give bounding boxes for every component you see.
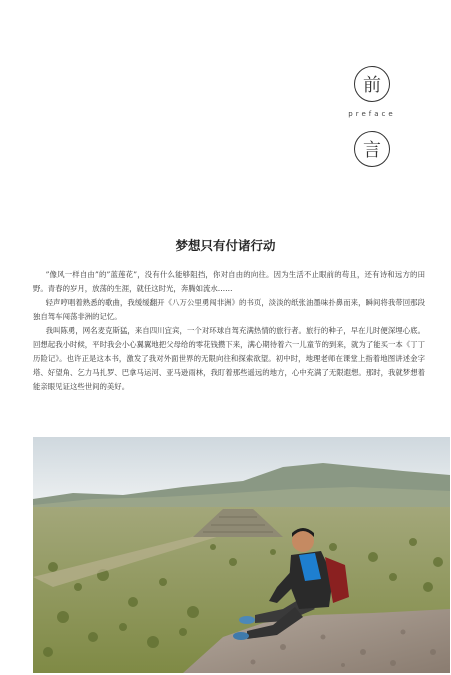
preface-seal-bottom [354,131,390,167]
preface-char-qian: 前 [363,75,381,96]
preface-word: preface [348,110,396,118]
paragraph-3: 我叫陈勇，网名麦克斯猛，来自四川宜宾，一个对环球自驾充满热情的旅行者。旅行的种子，早在儿时便深埋心底。回想起我小时候，平时我会小心翼翼地把父母给的零花钱攒下来，满心期待着六一儿童节的到来，就为了能买一本《丁丁历险记》。也许正是这本书，激发了我对外面世界的无限向往和探索欲望。初中时，地理老师在课堂上指着地图讲述金字塔、好望角、乞力马扎罗、巴拿马运河、亚马逊雨林，我盯着那些遥远的地方，心中充满了无限遐想。那时，我就梦想着能亲眼见证这些世间的美好。 [33,326,425,391]
article-title: 梦想只有付诸行动 [175,238,276,253]
article-body [33,268,425,394]
paragraph-2: 轻声哼唱着熟悉的歌曲，我缓缓翻开《八万公里勇闯非洲》的书页，淡淡的纸张油墨味扑鼻而来，瞬间将我带回那段独自驾车闯荡非洲的记忆。 [33,298,425,321]
preface-char-yan: 言 [363,140,381,161]
preface-seal-top [354,66,390,102]
photo-illustration [33,437,450,673]
paragraph-1: ”像风一样自由”的”蓝莲花”，没有什么能够阻挡，你对自由的向往。因为生活不止眼前的苟且，还有诗和远方的田野。青春的岁月，放荡的生涯，就任这时光，奔腾如流水…… [33,270,425,293]
travel-photo [33,437,450,673]
